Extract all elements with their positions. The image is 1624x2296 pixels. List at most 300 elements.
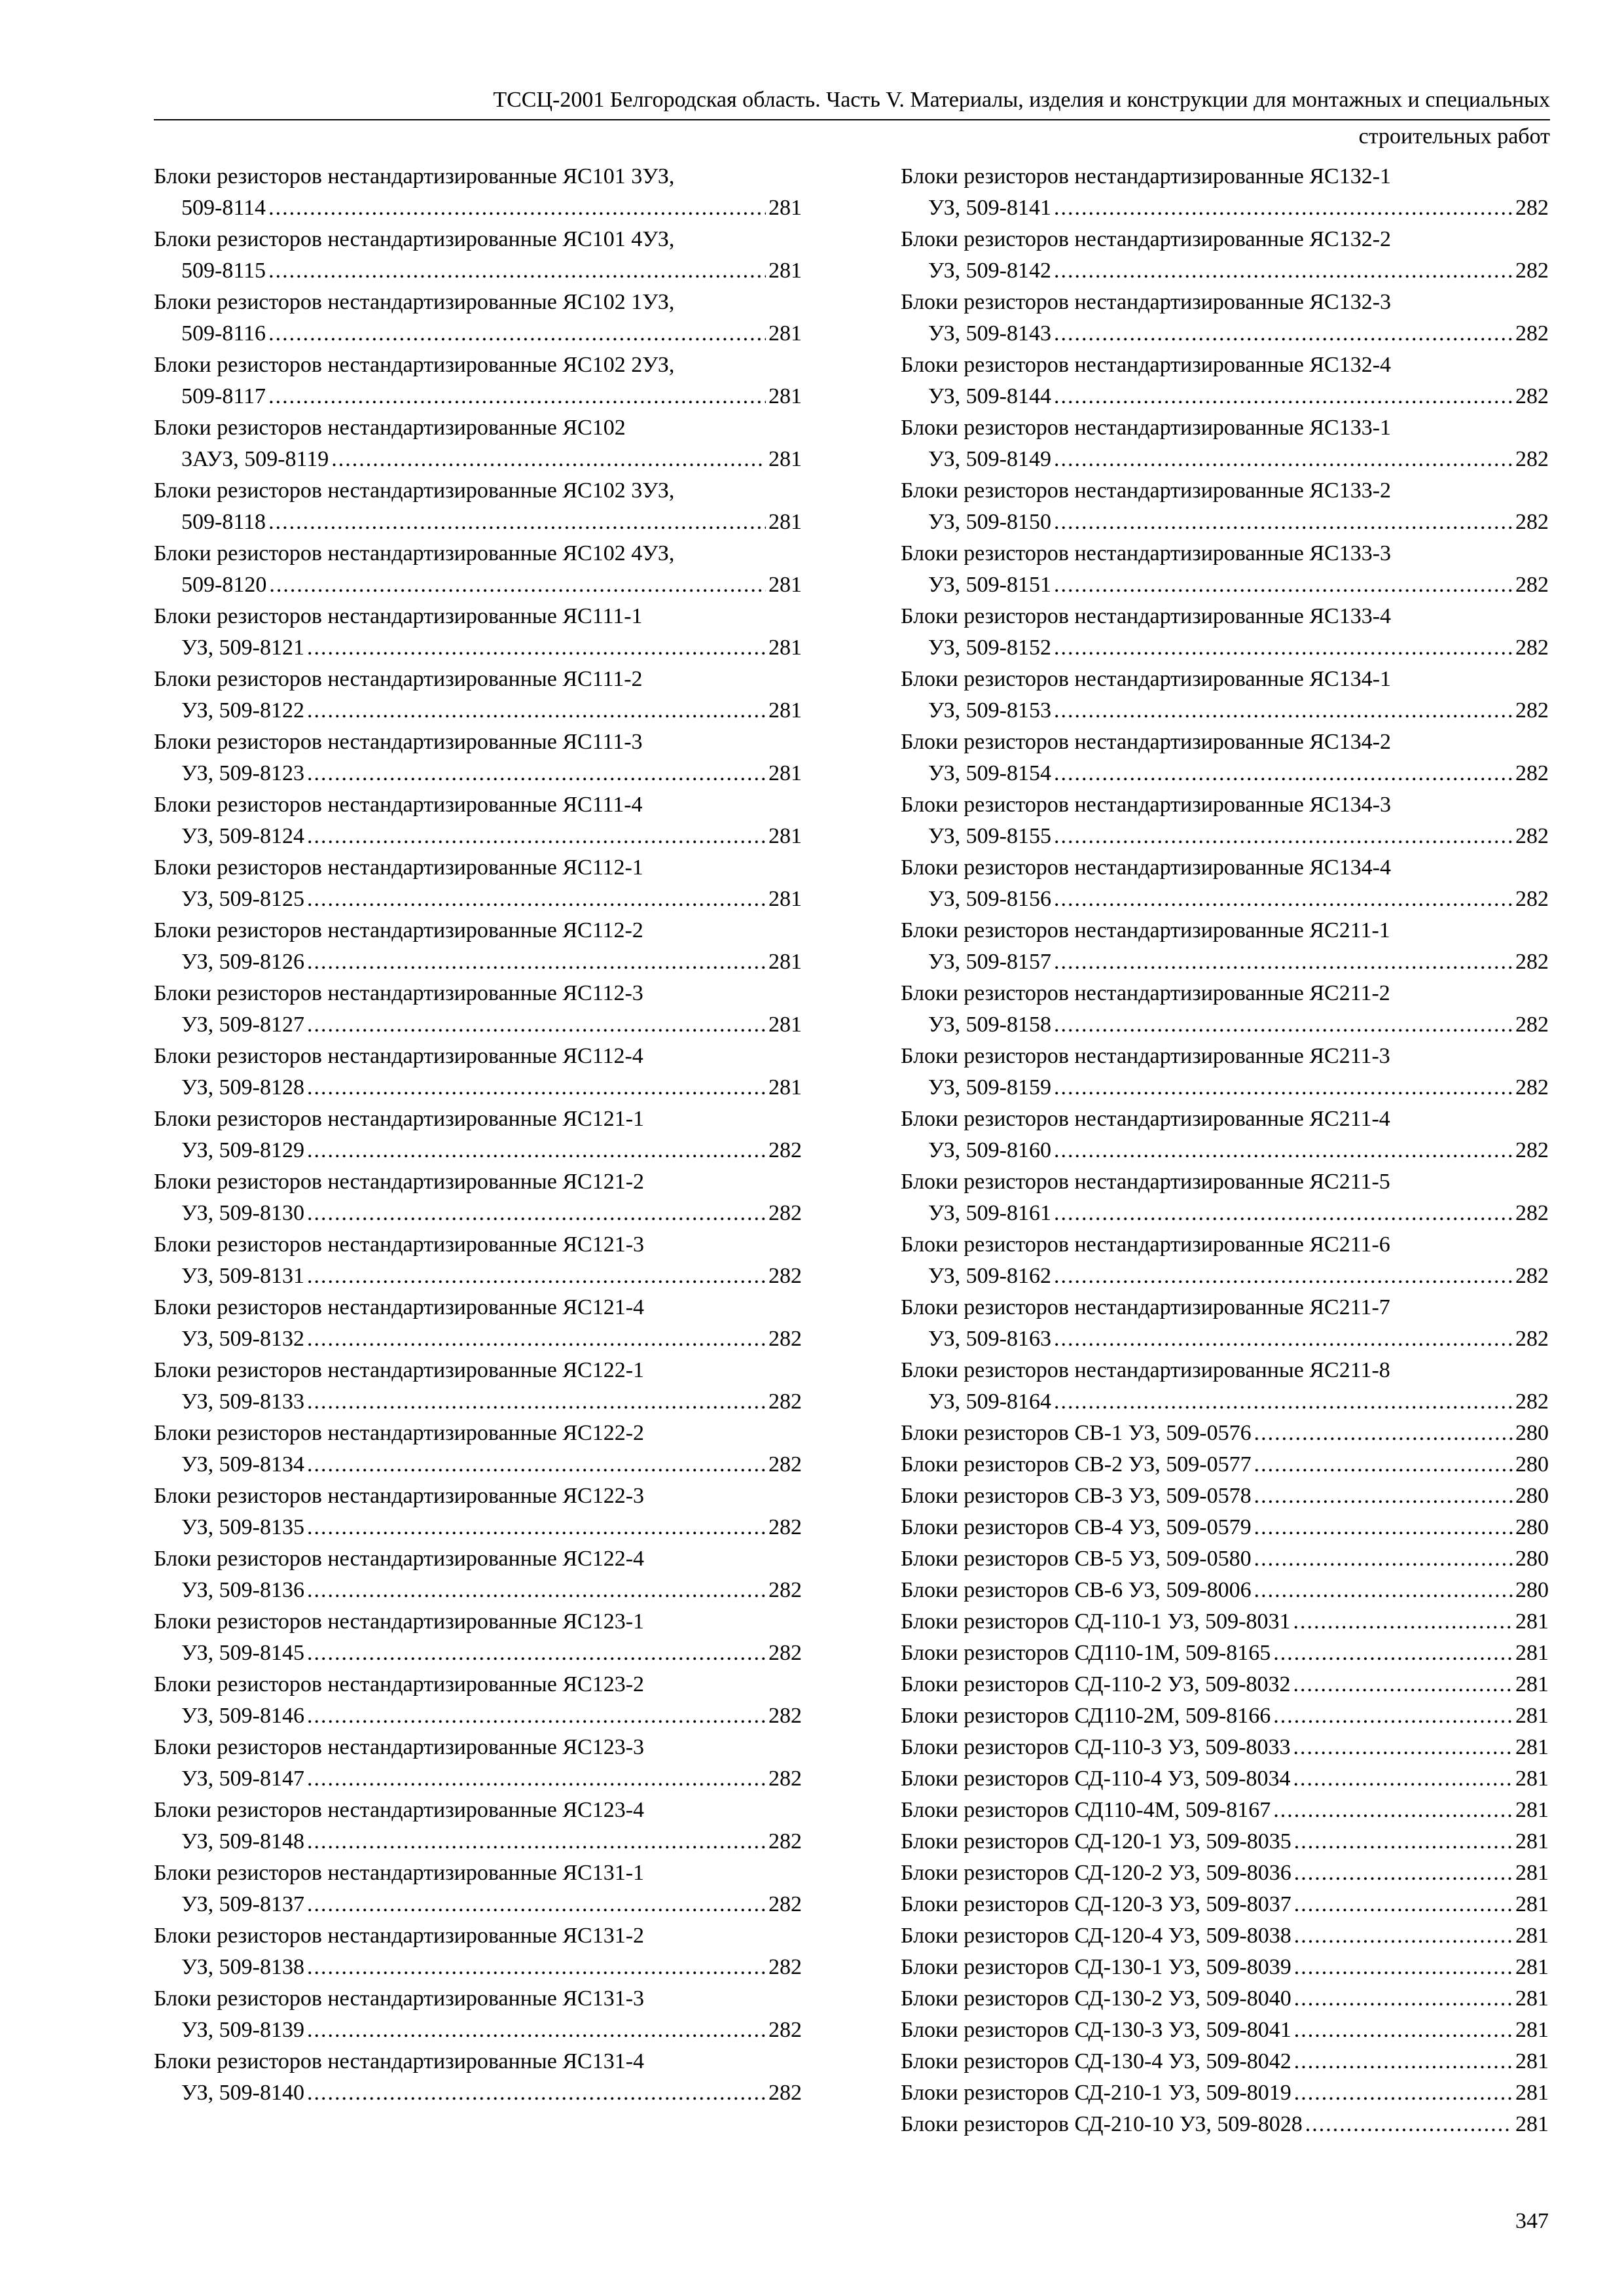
- entry-continuation: [154, 1889, 802, 1920]
- index-entry: [901, 1418, 1549, 1449]
- entry-page-number: 281: [1515, 1955, 1549, 1979]
- leader-dots: [1293, 1606, 1513, 1638]
- leader-dots: [1254, 1512, 1513, 1543]
- entry-text: Блоки резисторов СД110-4М, 509-8167: [901, 1798, 1271, 1822]
- index-entry: [901, 1292, 1549, 1355]
- leader-dots: [307, 1763, 766, 1795]
- entry-name: Блоки резисторов нестандартизированные ЯС211-6: [901, 1232, 1390, 1257]
- leader-dots: [1054, 381, 1513, 412]
- leader-dots: [1054, 884, 1513, 915]
- leader-dots: [1294, 1889, 1513, 1920]
- entry-text: Блоки резисторов СД-130-1 УЗ, 509-8039: [901, 1955, 1291, 1979]
- index-entry: [901, 1795, 1549, 1826]
- leader-dots: [1054, 318, 1513, 350]
- entry-page-number: 282: [768, 1578, 802, 1602]
- index-entry: [901, 475, 1549, 538]
- entry-code: УЗ, 509-8158: [928, 1013, 1051, 1037]
- entry-code: УЗ, 509-8161: [928, 1201, 1051, 1225]
- index-entry: [901, 1763, 1549, 1795]
- entry-page-number: 282: [768, 2018, 802, 2042]
- entry-code: 3АУЗ, 509-8119: [181, 447, 329, 471]
- entry-text: Блоки резисторов СД-130-4 УЗ, 509-8042: [901, 2049, 1291, 2073]
- entry-text: Блоки резисторов СВ-4 УЗ, 509-0579: [901, 1515, 1252, 1539]
- leader-dots: [1294, 2077, 1513, 2109]
- leader-dots: [1293, 1732, 1513, 1763]
- leader-dots: [307, 1638, 766, 1669]
- leader-dots: [1054, 632, 1513, 664]
- entry-code: УЗ, 509-8132: [181, 1327, 304, 1351]
- leader-dots: [268, 318, 766, 350]
- index-entry: [901, 1732, 1549, 1763]
- entry-page-number: 282: [768, 1704, 802, 1728]
- index-entry: [154, 1103, 802, 1166]
- index-entry: [901, 1449, 1549, 1480]
- entry-name: Блоки резисторов нестандартизированные ЯС122-1: [154, 1358, 645, 1382]
- entry-text: Блоки резисторов СД-210-10 УЗ, 509-8028: [901, 2112, 1303, 2136]
- index-entry: [154, 1229, 802, 1292]
- entry-code: 509-8114: [181, 196, 266, 220]
- index-entry: [901, 1983, 1549, 2015]
- entry-code: УЗ, 509-8139: [181, 2018, 304, 2042]
- entry-page-number: 282: [1515, 1390, 1549, 1414]
- index-entry: [901, 224, 1549, 287]
- entry-code: УЗ, 509-8130: [181, 1201, 304, 1225]
- leader-dots: [307, 1072, 766, 1103]
- leader-dots: [1054, 192, 1513, 224]
- leader-dots: [307, 1952, 766, 1983]
- entry-continuation: [901, 1323, 1549, 1355]
- entry-text: Блоки резисторов СД-110-2 УЗ, 509-8032: [901, 1672, 1291, 1696]
- entry-name: Блоки резисторов нестандартизированные ЯС134-1: [901, 667, 1392, 691]
- index-entry: [154, 475, 802, 538]
- leader-dots: [1293, 1669, 1513, 1700]
- entry-page-number: 282: [1515, 950, 1549, 974]
- entry-page-number: 281: [1515, 2018, 1549, 2042]
- leader-dots: [1054, 758, 1513, 789]
- entry-page-number: 282: [1515, 1264, 1549, 1288]
- index-entry: [154, 1480, 802, 1543]
- entry-page-number: 281: [768, 636, 802, 660]
- leader-dots: [1254, 1543, 1513, 1575]
- entry-page-number: 281: [1515, 2081, 1549, 2105]
- entry-page-number: 282: [1515, 259, 1549, 283]
- entry-continuation: [154, 695, 802, 726]
- entry-name: Блоки резисторов нестандартизированные ЯС123-1: [154, 1609, 645, 1634]
- entry-page-number: 280: [1515, 1484, 1549, 1508]
- leader-dots: [1054, 1135, 1513, 1166]
- index-entry: [154, 1418, 802, 1480]
- index-entry: [901, 1857, 1549, 1889]
- entry-code: УЗ, 509-8126: [181, 950, 304, 974]
- entry-code: УЗ, 509-8133: [181, 1390, 304, 1414]
- entry-page-number: 282: [768, 1201, 802, 1225]
- index-entry: [901, 1826, 1549, 1857]
- entry-name: Блоки резисторов нестандартизированные ЯС121-4: [154, 1295, 645, 1319]
- index-entry: [154, 1983, 802, 2046]
- index-entry: [901, 1041, 1549, 1103]
- entry-continuation: [154, 1261, 802, 1292]
- entry-continuation: [154, 1135, 802, 1166]
- entry-code: УЗ, 509-8146: [181, 1704, 304, 1728]
- entry-continuation: [154, 444, 802, 475]
- entry-page-number: 282: [1515, 321, 1549, 346]
- entry-page-number: 282: [768, 1955, 802, 1979]
- entry-page-number: 280: [1515, 1421, 1549, 1445]
- entry-page-number: 280: [1515, 1578, 1549, 1602]
- leader-dots: [1294, 1826, 1513, 1857]
- entry-name: Блоки резисторов нестандартизированные ЯС211-8: [901, 1358, 1390, 1382]
- leader-dots: [307, 1889, 766, 1920]
- entry-code: УЗ, 509-8129: [181, 1138, 304, 1162]
- entry-code: УЗ, 509-8151: [928, 573, 1051, 597]
- entry-name: Блоки резисторов нестандартизированные ЯС101 4УЗ,: [154, 227, 675, 251]
- entry-page-number: 281: [1515, 2049, 1549, 2073]
- entry-name: Блоки резисторов нестандартизированные ЯС112-4: [154, 1044, 643, 1068]
- leader-dots: [1054, 1198, 1513, 1229]
- header-title: ТССЦ-2001 Белгородская область. Часть V. Материалы, изделия и конструкции для монтажных и специальных: [154, 84, 1550, 120]
- entry-code: УЗ, 509-8124: [181, 824, 304, 848]
- index-entry: [154, 1920, 802, 1983]
- index-entry: [901, 1480, 1549, 1512]
- entry-name: Блоки резисторов нестандартизированные ЯС211-3: [901, 1044, 1390, 1068]
- entry-name: Блоки резисторов нестандартизированные ЯС131-1: [154, 1861, 645, 1885]
- leader-dots: [1273, 1638, 1513, 1669]
- entry-code: УЗ, 509-8125: [181, 887, 304, 911]
- entry-name: Блоки резисторов нестандартизированные ЯС132-1: [901, 164, 1392, 188]
- index-entry: [154, 852, 802, 915]
- leader-dots: [1294, 1952, 1513, 1983]
- index-entry: [154, 1041, 802, 1103]
- leader-dots: [1054, 1386, 1513, 1418]
- entry-text: Блоки резисторов СД-120-3 УЗ, 509-8037: [901, 1892, 1291, 1916]
- entry-continuation: [154, 758, 802, 789]
- leader-dots: [1054, 569, 1513, 601]
- entry-page-number: 282: [1515, 761, 1549, 785]
- leader-dots: [1254, 1575, 1513, 1606]
- index-entry: [901, 852, 1549, 915]
- entry-code: УЗ, 509-8128: [181, 1075, 304, 1100]
- index-column-right: [901, 161, 1549, 2140]
- entry-page-number: 281: [1515, 1798, 1549, 1822]
- entry-code: УЗ, 509-8153: [928, 698, 1051, 723]
- entry-continuation: [154, 1952, 802, 1983]
- entry-name: Блоки резисторов нестандартизированные ЯС102 4УЗ,: [154, 541, 675, 565]
- entry-page-number: 282: [1515, 1327, 1549, 1351]
- index-entry: [901, 350, 1549, 412]
- entry-name: Блоки резисторов нестандартизированные ЯС134-3: [901, 793, 1392, 817]
- entry-name: Блоки резисторов нестандартизированные ЯС211-4: [901, 1107, 1390, 1131]
- entry-page-number: 282: [1515, 196, 1549, 220]
- entry-name: Блоки резисторов нестандартизированные ЯС101 3УЗ,: [154, 164, 675, 188]
- entry-page-number: 282: [1515, 447, 1549, 471]
- entry-name: Блоки резисторов нестандартизированные ЯС134-2: [901, 730, 1392, 754]
- index-entry: [901, 1229, 1549, 1292]
- entry-continuation: [901, 1072, 1549, 1103]
- entry-code: УЗ, 509-8138: [181, 1955, 304, 1979]
- entry-name: Блоки резисторов нестандартизированные ЯС131-2: [154, 1924, 645, 1948]
- index-entry: [901, 1952, 1549, 1983]
- entry-continuation: [901, 318, 1549, 350]
- leader-dots: [1054, 821, 1513, 852]
- entry-name: Блоки резисторов нестандартизированные ЯС133-3: [901, 541, 1392, 565]
- entry-page-number: 282: [768, 1264, 802, 1288]
- entry-text: Блоки резисторов СД-210-1 УЗ, 509-8019: [901, 2081, 1291, 2105]
- index-entry: [154, 789, 802, 852]
- entry-continuation: [154, 821, 802, 852]
- entry-page-number: 282: [1515, 824, 1549, 848]
- entry-code: УЗ, 509-8164: [928, 1390, 1051, 1414]
- index-entry: [154, 1732, 802, 1795]
- leader-dots: [307, 1135, 766, 1166]
- leader-dots: [269, 569, 766, 601]
- index-entry: [901, 1889, 1549, 1920]
- entry-name: Блоки резисторов нестандартизированные ЯС111-4: [154, 793, 643, 817]
- entry-page-number: 281: [1515, 1829, 1549, 1854]
- running-header: [154, 84, 1550, 153]
- index-entry: [901, 1606, 1549, 1638]
- leader-dots: [268, 381, 766, 412]
- entry-page-number: 281: [768, 887, 802, 911]
- entry-code: УЗ, 509-8145: [181, 1641, 304, 1665]
- leader-dots: [1054, 1009, 1513, 1041]
- index-entry: [901, 1575, 1549, 1606]
- entry-text: Блоки резисторов СД-110-4 УЗ, 509-8034: [901, 1767, 1291, 1791]
- leader-dots: [307, 1323, 766, 1355]
- entry-page-number: 281: [1515, 2112, 1549, 2136]
- leader-dots: [307, 1575, 766, 1606]
- index-entry: [154, 287, 802, 350]
- entry-continuation: [901, 507, 1549, 538]
- leader-dots: [1294, 2046, 1513, 2077]
- entry-continuation: [154, 507, 802, 538]
- entry-name: Блоки резисторов нестандартизированные ЯС211-5: [901, 1170, 1390, 1194]
- leader-dots: [307, 1261, 766, 1292]
- entry-continuation: [901, 1261, 1549, 1292]
- entry-page-number: 281: [768, 573, 802, 597]
- entry-text: Блоки резисторов СД110-1М, 509-8165: [901, 1641, 1271, 1665]
- entry-page-number: 282: [768, 1138, 802, 1162]
- index-entry: [901, 1166, 1549, 1229]
- index-entry: [901, 915, 1549, 978]
- entry-text: Блоки резисторов СД-110-3 УЗ, 509-8033: [901, 1735, 1291, 1759]
- index-entry: [901, 1638, 1549, 1669]
- entry-page-number: 282: [1515, 1201, 1549, 1225]
- leader-dots: [307, 2015, 766, 2046]
- entry-continuation: [154, 1826, 802, 1857]
- entry-continuation: [154, 1198, 802, 1229]
- index-entry: [154, 1606, 802, 1669]
- entry-name: Блоки резисторов нестандартизированные ЯС102: [154, 416, 626, 440]
- entry-page-number: 281: [1515, 1704, 1549, 1728]
- entry-continuation: [901, 255, 1549, 287]
- entry-code: УЗ, 509-8137: [181, 1892, 304, 1916]
- entry-page-number: 282: [768, 1327, 802, 1351]
- index-entry: [154, 2046, 802, 2109]
- entry-continuation: [901, 1009, 1549, 1041]
- entry-continuation: [154, 2077, 802, 2109]
- entry-text: Блоки резисторов СВ-6 УЗ, 509-8006: [901, 1578, 1252, 1602]
- entry-continuation: [154, 1009, 802, 1041]
- entry-code: УЗ, 509-8144: [928, 384, 1051, 408]
- leader-dots: [1305, 2109, 1513, 2140]
- index-entry: [901, 412, 1549, 475]
- leader-dots: [268, 192, 766, 224]
- entry-name: Блоки резисторов нестандартизированные ЯС133-1: [901, 416, 1392, 440]
- entry-continuation: [901, 884, 1549, 915]
- leader-dots: [307, 1449, 766, 1480]
- entry-continuation: [154, 1763, 802, 1795]
- leader-dots: [307, 946, 766, 978]
- entry-name: Блоки резисторов нестандартизированные ЯС131-4: [154, 2049, 645, 2073]
- leader-dots: [1054, 1072, 1513, 1103]
- entry-code: УЗ, 509-8148: [181, 1829, 304, 1854]
- entry-code: УЗ, 509-8121: [181, 636, 304, 660]
- entry-page-number: 282: [768, 1515, 802, 1539]
- index-entry: [154, 538, 802, 601]
- entry-page-number: 280: [1515, 1547, 1549, 1571]
- entry-code: 509-8115: [181, 259, 266, 283]
- leader-dots: [1254, 1449, 1513, 1480]
- leader-dots: [307, 2077, 766, 2109]
- entry-name: Блоки резисторов нестандартизированные ЯС102 3УЗ,: [154, 478, 675, 503]
- index-entry: [154, 1292, 802, 1355]
- entry-code: 509-8118: [181, 510, 266, 534]
- index-entry: [154, 978, 802, 1041]
- entry-name: Блоки резисторов нестандартизированные ЯС134-4: [901, 855, 1392, 880]
- index-entry: [901, 1103, 1549, 1166]
- index-entry: [154, 412, 802, 475]
- entry-code: УЗ, 509-8152: [928, 636, 1051, 660]
- leader-dots: [1054, 1261, 1513, 1292]
- entry-text: Блоки резисторов СД-120-4 УЗ, 509-8038: [901, 1924, 1291, 1948]
- entry-page-number: 281: [1515, 1861, 1549, 1885]
- entry-page-number: 281: [768, 259, 802, 283]
- leader-dots: [1273, 1700, 1513, 1732]
- entry-page-number: 282: [1515, 573, 1549, 597]
- entry-text: Блоки резисторов СД-130-2 УЗ, 509-8040: [901, 1986, 1291, 2011]
- index-entry: [901, 664, 1549, 726]
- entry-page-number: 280: [1515, 1515, 1549, 1539]
- entry-text: Блоки резисторов СД-110-1 УЗ, 509-8031: [901, 1609, 1291, 1634]
- leader-dots: [1273, 1795, 1513, 1826]
- index-entry: [901, 1355, 1549, 1418]
- index-entry: [901, 789, 1549, 852]
- entry-name: Блоки резисторов нестандартизированные ЯС211-2: [901, 981, 1390, 1005]
- entry-page-number: 281: [768, 698, 802, 723]
- index-entry: [154, 1166, 802, 1229]
- entry-continuation: [901, 381, 1549, 412]
- index-entry: [901, 2015, 1549, 2046]
- entry-continuation: [154, 192, 802, 224]
- entry-page-number: 282: [1515, 636, 1549, 660]
- entry-code: 509-8117: [181, 384, 266, 408]
- entry-name: Блоки резисторов нестандартизированные ЯС111-3: [154, 730, 643, 754]
- entry-text: Блоки резисторов СД-120-1 УЗ, 509-8035: [901, 1829, 1291, 1854]
- index-entry: [901, 2046, 1549, 2077]
- entry-code: УЗ, 509-8149: [928, 447, 1051, 471]
- entry-text: Блоки резисторов СВ-3 УЗ, 509-0578: [901, 1484, 1252, 1508]
- index-entry: [154, 664, 802, 726]
- entry-name: Блоки резисторов нестандартизированные ЯС123-4: [154, 1798, 645, 1822]
- leader-dots: [307, 821, 766, 852]
- index-entry: [154, 1543, 802, 1606]
- entry-code: УЗ, 509-8159: [928, 1075, 1051, 1100]
- entry-name: Блоки резисторов нестандартизированные ЯС211-7: [901, 1295, 1390, 1319]
- entry-code: УЗ, 509-8156: [928, 887, 1051, 911]
- index-entry: [154, 1355, 802, 1418]
- entry-continuation: [154, 1449, 802, 1480]
- entry-name: Блоки резисторов нестандартизированные ЯС111-1: [154, 604, 643, 628]
- entry-page-number: 281: [1515, 1672, 1549, 1696]
- entry-code: УЗ, 509-8162: [928, 1264, 1051, 1288]
- index-column-left: [154, 161, 802, 2109]
- entry-name: Блоки резисторов нестандартизированные ЯС133-2: [901, 478, 1392, 503]
- entry-code: УЗ, 509-8140: [181, 2081, 304, 2105]
- entry-continuation: [901, 1386, 1549, 1418]
- entry-continuation: [901, 444, 1549, 475]
- leader-dots: [1054, 255, 1513, 287]
- index-entry: [154, 726, 802, 789]
- index-entry: [901, 538, 1549, 601]
- index-entry: [901, 1669, 1549, 1700]
- entry-continuation: [154, 318, 802, 350]
- entry-text: Блоки резисторов СД-130-3 УЗ, 509-8041: [901, 2018, 1291, 2042]
- entry-code: 509-8116: [181, 321, 266, 346]
- entry-page-number: 282: [1515, 887, 1549, 911]
- entry-page-number: 282: [768, 1767, 802, 1791]
- entry-continuation: [901, 695, 1549, 726]
- entry-continuation: [901, 1135, 1549, 1166]
- entry-page-number: 281: [1515, 1767, 1549, 1791]
- leader-dots: [1054, 444, 1513, 475]
- leader-dots: [1294, 1857, 1513, 1889]
- index-entry: [901, 1700, 1549, 1732]
- entry-page-number: 281: [768, 950, 802, 974]
- entry-page-number: 281: [1515, 1609, 1549, 1634]
- entry-continuation: [901, 569, 1549, 601]
- entry-continuation: [154, 1323, 802, 1355]
- entry-code: УЗ, 509-8134: [181, 1452, 304, 1477]
- entry-continuation: [901, 192, 1549, 224]
- entry-code: УЗ, 509-8155: [928, 824, 1051, 848]
- entry-page-number: 281: [768, 1013, 802, 1037]
- entry-page-number: 281: [768, 196, 802, 220]
- entry-page-number: 282: [768, 1641, 802, 1665]
- leader-dots: [1054, 695, 1513, 726]
- entry-page-number: 282: [1515, 384, 1549, 408]
- index-entry: [154, 350, 802, 412]
- leader-dots: [1293, 1763, 1513, 1795]
- entry-text: Блоки резисторов СВ-1 УЗ, 509-0576: [901, 1421, 1252, 1445]
- entry-page-number: 281: [1515, 1892, 1549, 1916]
- entry-name: Блоки резисторов нестандартизированные ЯС121-3: [154, 1232, 645, 1257]
- entry-name: Блоки резисторов нестандартизированные ЯС121-1: [154, 1107, 645, 1131]
- entry-page-number: 281: [768, 761, 802, 785]
- leader-dots: [307, 695, 766, 726]
- leader-dots: [307, 1386, 766, 1418]
- leader-dots: [1054, 507, 1513, 538]
- leader-dots: [307, 1826, 766, 1857]
- index-entry: [154, 161, 802, 224]
- entry-name: Блоки резисторов нестандартизированные ЯС111-2: [154, 667, 643, 691]
- entry-name: Блоки резисторов нестандартизированные ЯС123-3: [154, 1735, 645, 1759]
- entry-code: УЗ, 509-8150: [928, 510, 1051, 534]
- entry-code: УЗ, 509-8135: [181, 1515, 304, 1539]
- entry-code: УЗ, 509-8143: [928, 321, 1051, 346]
- entry-name: Блоки резисторов нестандартизированные ЯС102 1УЗ,: [154, 290, 675, 314]
- entry-name: Блоки резисторов нестандартизированные ЯС132-4: [901, 353, 1392, 377]
- entry-continuation: [154, 1512, 802, 1543]
